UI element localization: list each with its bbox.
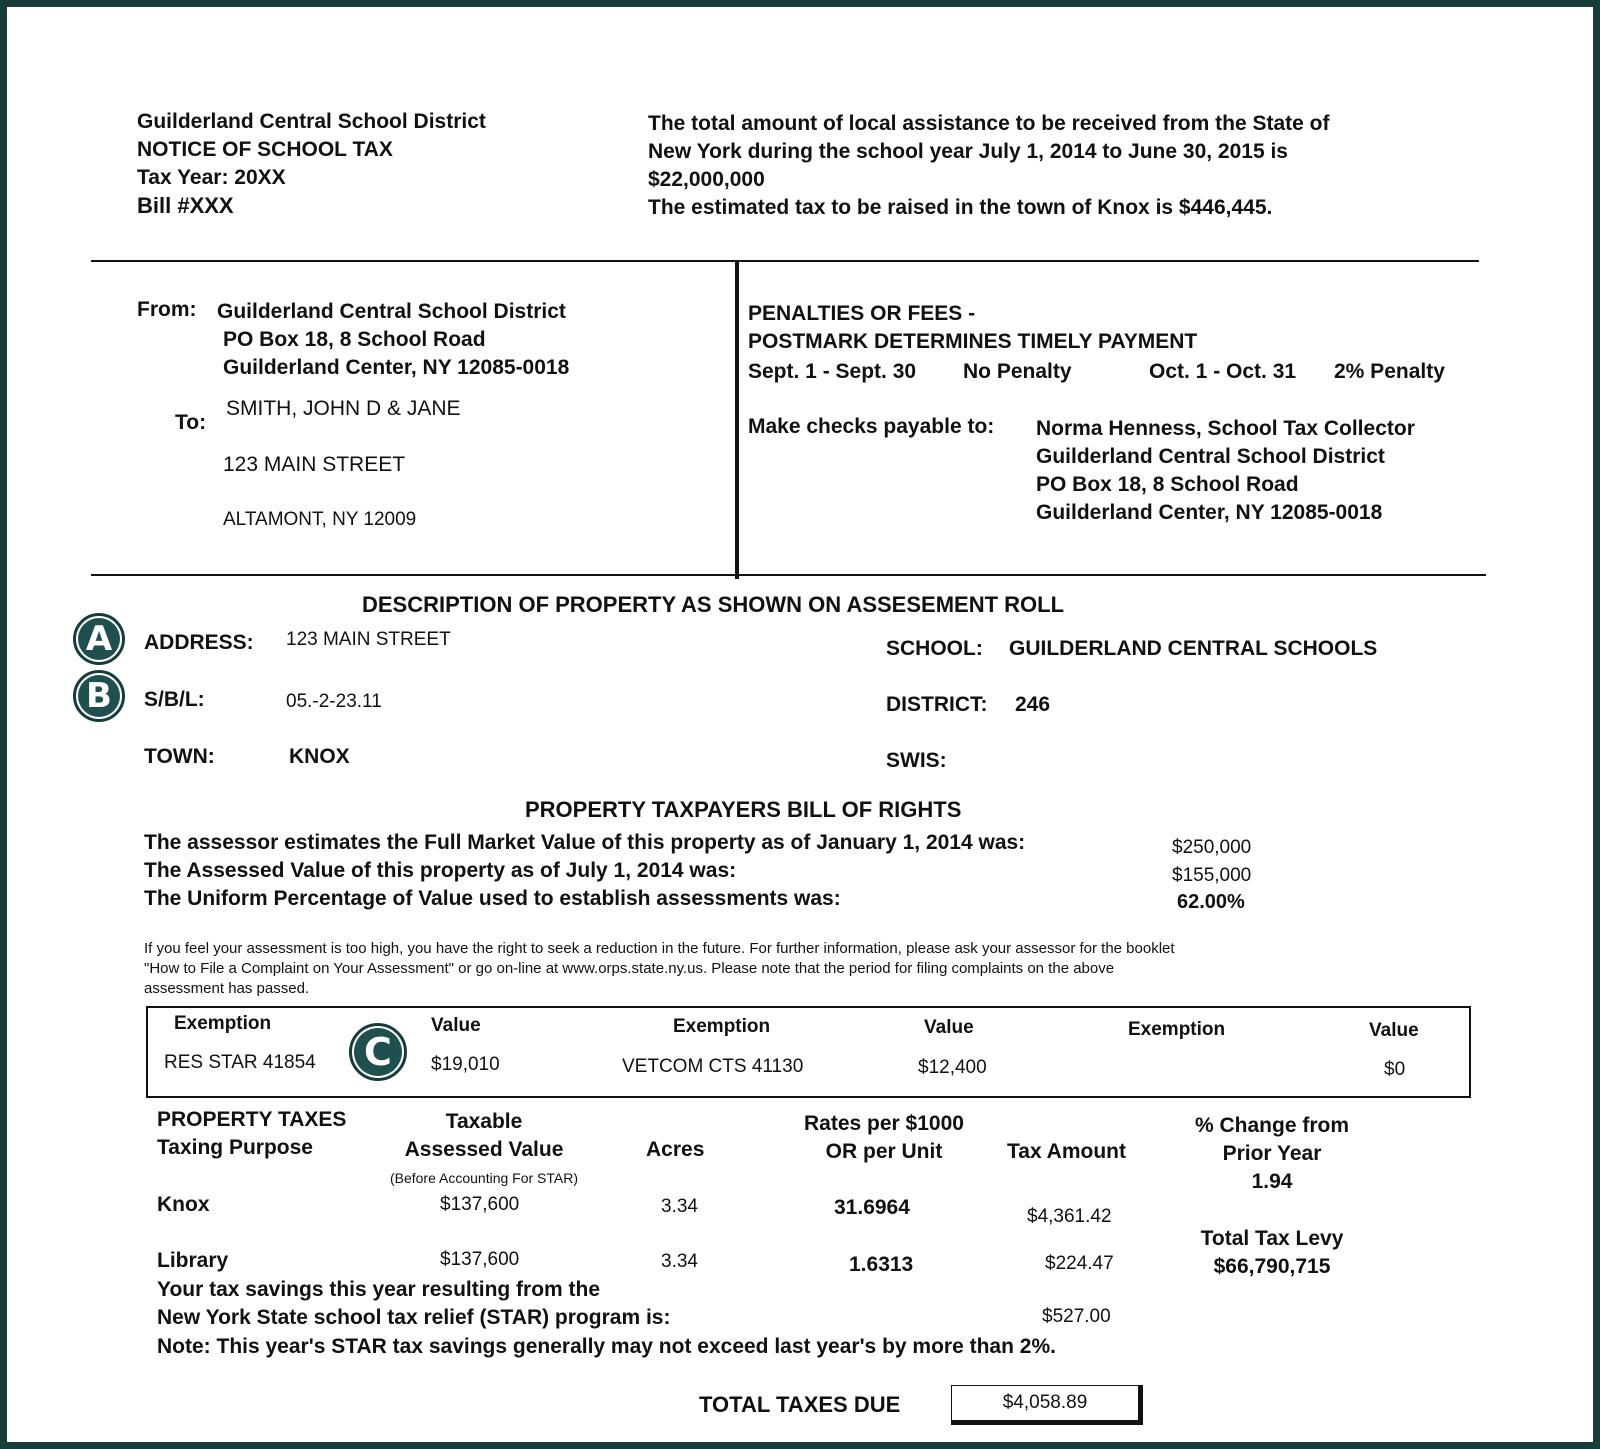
- header-left: [137, 108, 486, 220]
- acres-header: Acres: [646, 1138, 705, 1161]
- district-label: DISTRICT:: [886, 693, 988, 716]
- address-label: ADDRESS:: [144, 631, 254, 654]
- star-line: Your tax savings this year resulting from the: [157, 1278, 601, 1301]
- marker-c-letter: C: [354, 1028, 402, 1076]
- marker-a-letter: A: [78, 618, 120, 660]
- taxable-header: [384, 1108, 584, 1164]
- from-address: [217, 298, 569, 382]
- assist-line: The total amount of local assistance to be received from the State of: [648, 112, 1330, 135]
- payee-line: PO Box 18, 8 School Road: [1036, 473, 1299, 496]
- tax-year: Tax Year: 20XX: [137, 166, 286, 189]
- rights-row-label: The Uniform Percentage of Value used to establish assessments was:: [144, 887, 841, 910]
- district-value: 246: [1015, 693, 1051, 716]
- taxable-header-line: Assessed Value: [404, 1138, 564, 1161]
- total-value: $4,058.89: [1002, 1392, 1088, 1413]
- assist-line: New York during the school year July 1, 2014 to June 30, 2015 is: [648, 140, 1288, 163]
- swis-label: SWIS:: [886, 749, 947, 772]
- penalty-2: 2% Penalty: [1334, 360, 1445, 383]
- total-label: TOTAL TAXES DUE: [699, 1392, 901, 1417]
- marker-b-icon: [73, 670, 125, 722]
- from-line: Guilderland Central School District: [217, 300, 566, 323]
- penalties-heading: [748, 300, 1197, 356]
- rights-title: PROPERTY TAXPAYERS BILL OF RIGHTS: [525, 797, 962, 822]
- rights-note: [144, 939, 1175, 999]
- sbl-value: 05.-2-23.11: [286, 691, 382, 712]
- header-assistance: [648, 110, 1330, 222]
- value-header: Value: [1369, 1020, 1419, 1041]
- note-line: If you feel your assessment is too high, you have the right to seek a reduction in the future. For further information, please ask your assessor for the booklet: [144, 940, 1175, 957]
- taxes-heading: PROPERTY TAXES: [157, 1108, 347, 1131]
- penalties-line: POSTMARK DETERMINES TIMELY PAYMENT: [748, 330, 1198, 353]
- exemption-header: Exemption: [174, 1013, 272, 1034]
- taxes-header-purpose: [157, 1106, 346, 1162]
- exemption-name: RES STAR 41854: [164, 1052, 316, 1073]
- tax-row-taxable: $137,600: [440, 1249, 520, 1270]
- assist-line: $22,000,000: [648, 168, 765, 191]
- star-value: $527.00: [1042, 1306, 1111, 1327]
- penalties-line: PENALTIES OR FEES -: [748, 302, 976, 325]
- payee-line: Guilderland Center, NY 12085-0018: [1036, 501, 1383, 524]
- to-name: SMITH, JOHN D & JANE: [226, 397, 461, 420]
- tax-row-rate: 31.6964: [834, 1196, 910, 1219]
- from-line: Guilderland Center, NY 12085-0018: [223, 356, 570, 379]
- rights-row-value: $250,000: [1172, 837, 1252, 858]
- tax-row-amount: $224.47: [1045, 1253, 1114, 1274]
- tax-row-amount: $4,361.42: [1027, 1206, 1112, 1227]
- rates-header-line: Rates per $1000: [804, 1112, 964, 1135]
- rights-row-value: 62.00%: [1177, 891, 1245, 913]
- taxing-purpose-header: Taxing Purpose: [157, 1136, 313, 1159]
- change-header-line: % Change from: [1194, 1114, 1349, 1137]
- exemption-header: Exemption: [673, 1016, 771, 1037]
- taxable-header-line: Taxable: [445, 1110, 523, 1133]
- to-street: 123 MAIN STREET: [223, 453, 406, 476]
- address-value: 123 MAIN STREET: [286, 629, 451, 650]
- checks-label: Make checks payable to:: [748, 415, 995, 438]
- exemption-value: $12,400: [918, 1057, 987, 1078]
- note-line: "How to File a Complaint on Your Assessment" or go on-line at www.orps.state.ny.us. Please note that the period for filing complaints on the above: [144, 960, 1115, 977]
- tax-row-rate: 1.6313: [849, 1253, 914, 1276]
- rights-row-label: The Assessed Value of this property as of July 1, 2014 was:: [144, 859, 737, 882]
- tax-row-purpose: Knox: [157, 1193, 210, 1216]
- district-name: Guilderland Central School District: [137, 110, 486, 133]
- note-line: assessment has passed.: [144, 980, 310, 997]
- change-value: 1.94: [1251, 1170, 1293, 1193]
- marker-b-letter: B: [78, 675, 120, 717]
- description-title: DESCRIPTION OF PROPERTY AS SHOWN ON ASSESEMENT ROLL: [362, 592, 1065, 617]
- divider-top: [91, 260, 1479, 262]
- divider-middle: [91, 574, 1486, 576]
- marker-c-icon: [349, 1023, 407, 1081]
- to-city: ALTAMONT, NY 12009: [223, 509, 417, 530]
- tax-row-acres: 3.34: [661, 1196, 698, 1217]
- exemption-header: Exemption: [1128, 1019, 1226, 1040]
- change-header: [1157, 1112, 1387, 1196]
- levy-label: Total Tax Levy: [1200, 1227, 1344, 1250]
- notice-title: NOTICE OF SCHOOL TAX: [137, 138, 393, 161]
- taxable-note: (Before Accounting For STAR): [389, 1170, 579, 1186]
- divider-vertical: [735, 261, 739, 579]
- from-line: PO Box 18, 8 School Road: [223, 328, 486, 351]
- town-label: TOWN:: [144, 745, 215, 768]
- payee-line: Norma Henness, School Tax Collector: [1036, 417, 1415, 440]
- rights-row-value: $155,000: [1172, 865, 1252, 886]
- bill-number: Bill #XXX: [137, 193, 234, 218]
- period-1: Sept. 1 - Sept. 30: [748, 360, 917, 383]
- tax-row-acres: 3.34: [661, 1251, 698, 1272]
- from-label: From:: [137, 298, 197, 321]
- exemption-value: $19,010: [431, 1054, 500, 1075]
- school-value: GUILDERLAND CENTRAL SCHOOLS: [1009, 637, 1378, 660]
- exemptions-box: [146, 1006, 1471, 1098]
- town-value: KNOX: [289, 745, 350, 768]
- change-header-line: Prior Year: [1222, 1142, 1322, 1165]
- assist-line: The estimated tax to be raised in the town of Knox is $446,445.: [648, 196, 1273, 219]
- levy-value: $66,790,715: [1213, 1255, 1331, 1278]
- penalty-1: No Penalty: [963, 360, 1072, 383]
- value-header: Value: [431, 1015, 481, 1036]
- period-2: Oct. 1 - Oct. 31: [1149, 360, 1297, 383]
- to-label: To:: [175, 411, 207, 434]
- star-note: Note: This year's STAR tax savings generally may not exceed last year's by more than 2%.: [157, 1335, 1056, 1358]
- star-line: New York State school tax relief (STAR) program is:: [157, 1306, 671, 1329]
- exemption-value: $0: [1384, 1059, 1406, 1080]
- tax-row-purpose: Library: [157, 1249, 229, 1272]
- total-box: [951, 1385, 1143, 1425]
- payee-line: Guilderland Central School District: [1036, 445, 1385, 468]
- value-header: Value: [924, 1017, 974, 1038]
- sbl-label: S/B/L:: [144, 688, 205, 711]
- tax-amount-header: Tax Amount: [1007, 1140, 1126, 1163]
- rights-row-label: The assessor estimates the Full Market Value of this property as of January 1, 2014 was:: [144, 831, 1026, 854]
- marker-a-icon: [73, 613, 125, 665]
- checks-payee: [1036, 415, 1415, 527]
- exemption-name: VETCOM CTS 41130: [622, 1056, 804, 1077]
- school-label: SCHOOL:: [886, 637, 983, 660]
- rates-header: [774, 1110, 994, 1166]
- rates-header-line: OR per Unit: [825, 1140, 943, 1163]
- tax-row-taxable: $137,600: [440, 1194, 520, 1215]
